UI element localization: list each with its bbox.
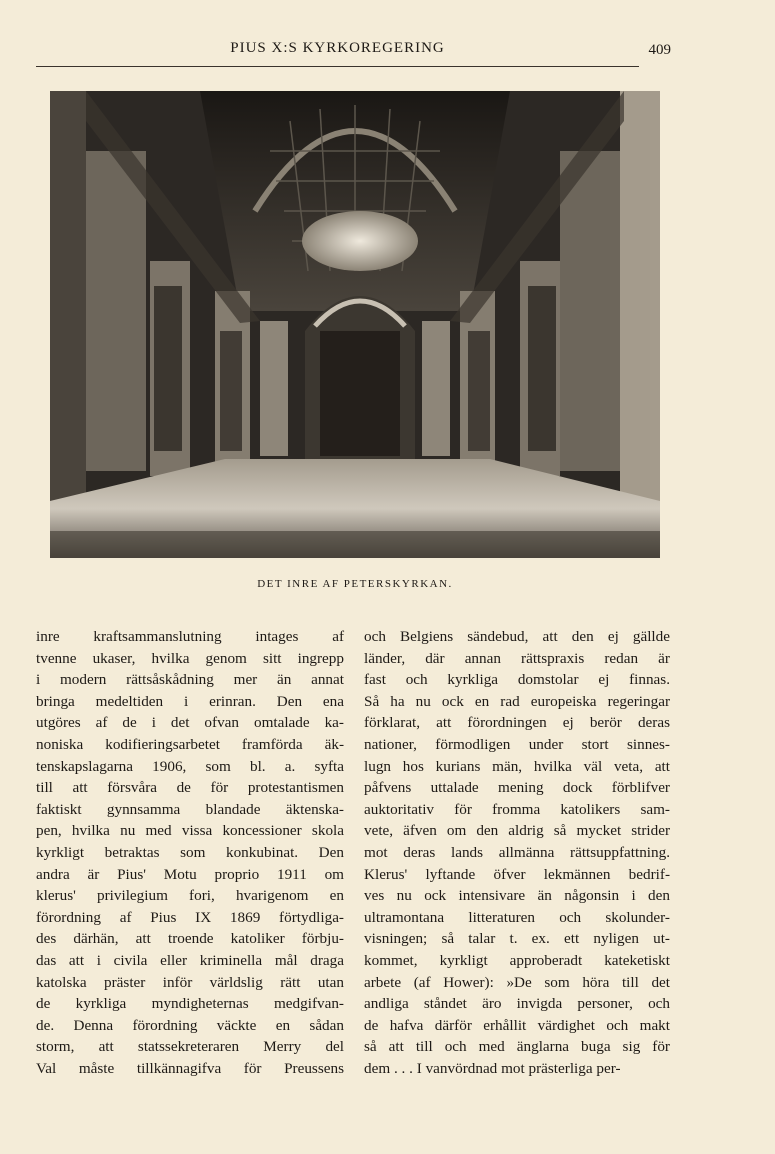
- text-line: och Belgiens sändebud, att den ej gällde: [364, 628, 670, 645]
- text-line: storm, att statssekreteraren Merry del: [36, 1038, 344, 1056]
- text-line: das att i civila eller kriminella mål draga: [36, 951, 344, 969]
- text-line: arbete (af Hower): »De som höra till det: [364, 973, 670, 991]
- text-line: Klerus' lyftande öfver lekmännen bedrif-: [364, 865, 670, 883]
- text-line: förordning af Pius IX 1869 förtydliga-: [36, 908, 344, 926]
- text-line: de hafva därför erhållit värdighet och makt: [364, 1016, 670, 1034]
- figure-caption: DET INRE AF PETERSKYRKAN.: [257, 578, 453, 590]
- text-line: de. Denna förordning väckte en sådan: [36, 1016, 344, 1034]
- text-line: nationer, förmodligen under stort sinnes-: [364, 735, 670, 753]
- text-line: auktoritativ för fromma katolikers sam-: [364, 800, 670, 818]
- text-line: till att försvåra de för protestantismen: [36, 779, 344, 797]
- text-line: dem . . . I vanvördnad mot prästerliga per-: [364, 1059, 621, 1077]
- text-line: så att till och med änglarna buga sig för: [364, 1038, 670, 1056]
- text-line: mot deras lands allmänna rättsuppfattning.: [364, 843, 670, 861]
- text-column-left: [36, 626, 344, 1079]
- page-number: 409: [648, 42, 671, 58]
- text-line: inre kraftsammanslutning intages af: [36, 628, 344, 645]
- text-line: ves nu ock intensivare än någonsin i den: [364, 887, 670, 905]
- text-line: noniska kodifieringsarbetet framförda äk-: [36, 735, 344, 753]
- text-line: pen, hvilka nu med vissa koncessioner skola: [36, 822, 344, 840]
- nave-illustration: [50, 91, 660, 558]
- text-line: klerus' privilegium fori, hvarigenom en: [36, 887, 344, 905]
- text-line: andra är Pius' Motu proprio 1911 om: [36, 865, 344, 883]
- text-line: faktiskt gynnsamma blandade äktenska-: [36, 800, 344, 818]
- running-head: PIUS X:S KYRKOREGERING: [230, 40, 445, 56]
- photo-plate-st-peters-interior: [50, 91, 660, 558]
- text-line: visningen; så talar t. ex. ett nyligen ut-: [364, 930, 670, 948]
- text-line: länder, där annan rättspraxis redan är: [364, 649, 670, 667]
- text-line: de kyrkliga myndigheternas medgifvan-: [36, 995, 344, 1013]
- text-line: andliga ståndet äro invigda personer, och: [364, 995, 670, 1013]
- text-column-right: [364, 626, 670, 1079]
- text-line: förklarat, att förordningen ej berör deras: [364, 714, 670, 732]
- text-line: kommet, kyrkligt approberadt kateketiskt: [364, 951, 670, 969]
- text-line: lugn hos kurians män, hvilka väl veta, att: [364, 757, 670, 775]
- text-line: Val måste tillkännagifva för Preussens: [36, 1059, 344, 1077]
- text-line: vete, äfven om den aldrig så mycket strider: [364, 822, 670, 840]
- page-header: [36, 40, 671, 67]
- text-line: i modern rättsåskådning mer än annat: [36, 671, 344, 689]
- text-line: kyrkligt betraktas som konkubinat. Den: [36, 843, 344, 861]
- text-line: Så ha nu ock en rad europeiska regeringar: [364, 692, 670, 710]
- text-line: ultramontana litteraturen och skolunder-: [364, 908, 670, 926]
- text-line: bringa medeltiden i erinran. Den ena: [36, 692, 344, 710]
- text-line: fast och kyrkliga domstolar ej finnas.: [364, 671, 670, 689]
- text-line: katolska präster inför världslig rätt utan: [36, 973, 344, 991]
- text-line: utgöres af de i det ofvan omtalade ka-: [36, 714, 344, 732]
- text-line: tvenne ukaser, hvilka genom sitt ingrepp: [36, 649, 344, 667]
- text-line: tenskapslagarna 1906, som bl. a. syfta: [36, 757, 344, 775]
- text-line: påfvens uttalade mening dock förblifver: [364, 779, 670, 797]
- text-line: des därhän, att troende katoliker förbju-: [36, 930, 344, 948]
